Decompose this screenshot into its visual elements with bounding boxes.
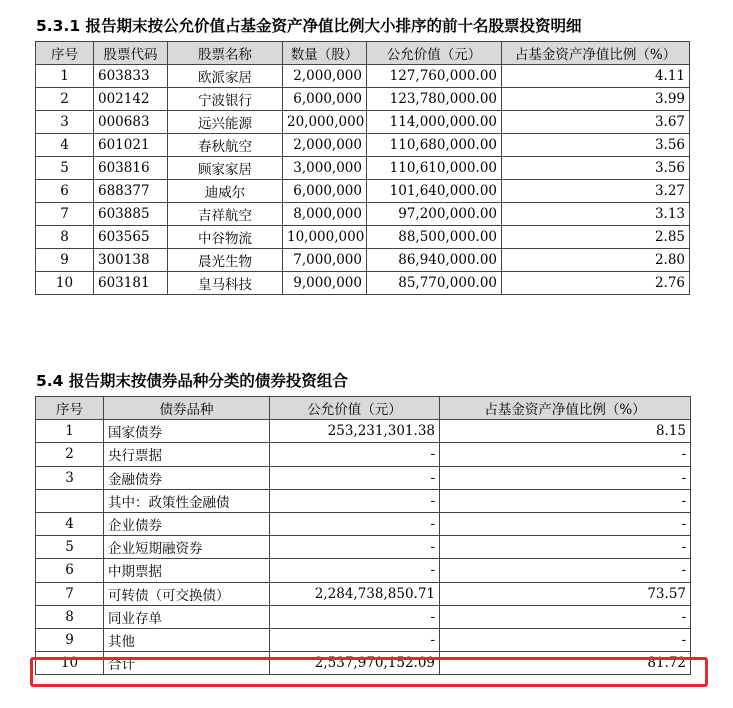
cell-nav-ratio: 3.27 [502,180,690,203]
cell-fair-value: 123,780,000.00 [367,88,502,111]
cell-index: 1 [36,65,94,88]
cell-stock-code: 603833 [94,65,168,88]
cell-index: 7 [36,203,94,226]
table-row [36,420,691,443]
table-row [36,157,690,180]
table-row [36,512,691,535]
cell-nav-ratio: 8.15 [440,420,691,443]
header-stock-code: 股票代码 [94,42,168,65]
cell-index: 4 [36,134,94,157]
cell-index: 4 [36,512,104,535]
cell-quantity: 2,000,000 [283,134,367,157]
table-row [36,652,691,675]
cell-nav-ratio: - [440,559,691,582]
cell-index: 5 [36,157,94,180]
table-row [36,272,690,295]
cell-index: 6 [36,559,104,582]
cell-bond-type: 企业短期融资券 [104,536,270,559]
top-ten-stocks-table [35,41,690,295]
cell-nav-ratio: 3.56 [502,134,690,157]
table-row [36,180,690,203]
header-index: 序号 [36,397,104,420]
table-row [36,605,691,628]
table-row [36,628,691,651]
cell-index: 3 [36,111,94,134]
cell-fair-value: - [270,559,440,582]
header-nav-ratio: 占基金资产净值比例（%） [440,397,691,420]
table-row [36,65,690,88]
header-quantity: 数量（股） [283,42,367,65]
cell-quantity: 20,000,000 [283,111,367,134]
cell-stock-name: 顾家家居 [168,157,283,180]
cell-index: 10 [36,652,104,675]
cell-quantity: 3,000,000 [283,157,367,180]
cell-stock-code: 000683 [94,111,168,134]
table-row [36,559,691,582]
table-header-row [36,42,690,65]
cell-stock-name: 宁波银行 [168,88,283,111]
cell-quantity: 6,000,000 [283,88,367,111]
cell-stock-name: 欧派家居 [168,65,283,88]
cell-bond-type: 其中：政策性金融债 [104,489,270,512]
cell-fair-value: 101,640,000.00 [367,180,502,203]
cell-fair-value: 114,000,000.00 [367,111,502,134]
cell-fair-value: - [270,443,440,466]
cell-nav-ratio: - [440,466,691,489]
cell-index: 10 [36,272,94,295]
cell-quantity: 6,000,000 [283,180,367,203]
table-row [36,489,691,512]
cell-nav-ratio: 2.76 [502,272,690,295]
cell-nav-ratio: 4.11 [502,65,690,88]
cell-fair-value: 85,770,000.00 [367,272,502,295]
cell-index: 2 [36,443,104,466]
table-row [36,536,691,559]
cell-fair-value: - [270,628,440,651]
cell-bond-type: 金融债券 [104,466,270,489]
cell-fair-value: - [270,536,440,559]
cell-stock-code: 601021 [94,134,168,157]
header-nav-ratio: 占基金资产净值比例（%） [502,42,690,65]
cell-bond-type: 合计 [104,652,270,675]
cell-index: 8 [36,226,94,249]
cell-bond-type: 国家债券 [104,420,270,443]
cell-stock-code: 603565 [94,226,168,249]
cell-fair-value: 86,940,000.00 [367,249,502,272]
cell-fair-value: 110,610,000.00 [367,157,502,180]
cell-nav-ratio: - [440,628,691,651]
cell-index: 2 [36,88,94,111]
cell-nav-ratio: 81.72 [440,652,691,675]
cell-fair-value: 97,200,000.00 [367,203,502,226]
header-bond-type: 债券品种 [104,397,270,420]
table-row [36,249,690,272]
cell-index: 1 [36,420,104,443]
cell-stock-name: 迪威尔 [168,180,283,203]
cell-stock-code: 603885 [94,203,168,226]
table-row [36,88,690,111]
cell-index: 9 [36,628,104,651]
table-row [36,466,691,489]
header-fair-value: 公允价值（元） [270,397,440,420]
cell-quantity: 7,000,000 [283,249,367,272]
cell-fair-value: 127,760,000.00 [367,65,502,88]
cell-index: 6 [36,180,94,203]
cell-fair-value: 253,231,301.38 [270,420,440,443]
cell-nav-ratio: - [440,536,691,559]
cell-nav-ratio: - [440,443,691,466]
cell-stock-name: 晨光生物 [168,249,283,272]
section-title-bonds: 5.4 报告期末按债券品种分类的债券投资组合 [36,372,348,390]
cell-nav-ratio: 3.67 [502,111,690,134]
cell-stock-code: 688377 [94,180,168,203]
cell-nav-ratio: 73.57 [440,582,691,605]
cell-index: 8 [36,605,104,628]
cell-nav-ratio: - [440,489,691,512]
cell-nav-ratio: 3.99 [502,88,690,111]
cell-nav-ratio: - [440,512,691,535]
cell-fair-value: 110,680,000.00 [367,134,502,157]
cell-nav-ratio: - [440,605,691,628]
cell-index: 5 [36,536,104,559]
cell-nav-ratio: 3.56 [502,157,690,180]
header-fair-value: 公允价值（元） [367,42,502,65]
cell-index: 3 [36,466,104,489]
cell-fair-value: 2,284,738,850.71 [270,582,440,605]
cell-quantity: 8,000,000 [283,203,367,226]
cell-fair-value: 88,500,000.00 [367,226,502,249]
cell-bond-type: 中期票据 [104,559,270,582]
bond-portfolio-table [35,396,691,675]
cell-stock-name: 吉祥航空 [168,203,283,226]
cell-bond-type: 同业存单 [104,605,270,628]
cell-bond-type: 可转债（可交换债） [104,582,270,605]
cell-stock-code: 603181 [94,272,168,295]
cell-stock-code: 603816 [94,157,168,180]
cell-stock-name: 远兴能源 [168,111,283,134]
cell-bond-type: 央行票据 [104,443,270,466]
cell-stock-code: 300138 [94,249,168,272]
table-row [36,134,690,157]
cell-stock-name: 皇马科技 [168,272,283,295]
section-title-stocks: 5.3.1 报告期末按公允价值占基金资产净值比例大小排序的前十名股票投资明细 [36,17,582,35]
header-stock-name: 股票名称 [168,42,283,65]
cell-fair-value: - [270,466,440,489]
cell-stock-name: 中谷物流 [168,226,283,249]
cell-nav-ratio: 2.80 [502,249,690,272]
cell-index: 9 [36,249,94,272]
cell-fair-value: 2,537,970,152.09 [270,652,440,675]
cell-quantity: 10,000,000 [283,226,367,249]
table-row [36,582,691,605]
cell-quantity: 9,000,000 [283,272,367,295]
table-row [36,443,691,466]
cell-stock-code: 002142 [94,88,168,111]
table-header-row [36,397,691,420]
table-row [36,226,690,249]
cell-bond-type: 其他 [104,628,270,651]
cell-fair-value: - [270,512,440,535]
cell-nav-ratio: 2.85 [502,226,690,249]
cell-index [36,489,104,512]
cell-fair-value: - [270,605,440,628]
cell-index: 7 [36,582,104,605]
table-row [36,111,690,134]
cell-fair-value: - [270,489,440,512]
table-row [36,203,690,226]
cell-stock-name: 春秋航空 [168,134,283,157]
cell-bond-type: 企业债券 [104,512,270,535]
cell-nav-ratio: 3.13 [502,203,690,226]
header-index: 序号 [36,42,94,65]
cell-quantity: 2,000,000 [283,65,367,88]
